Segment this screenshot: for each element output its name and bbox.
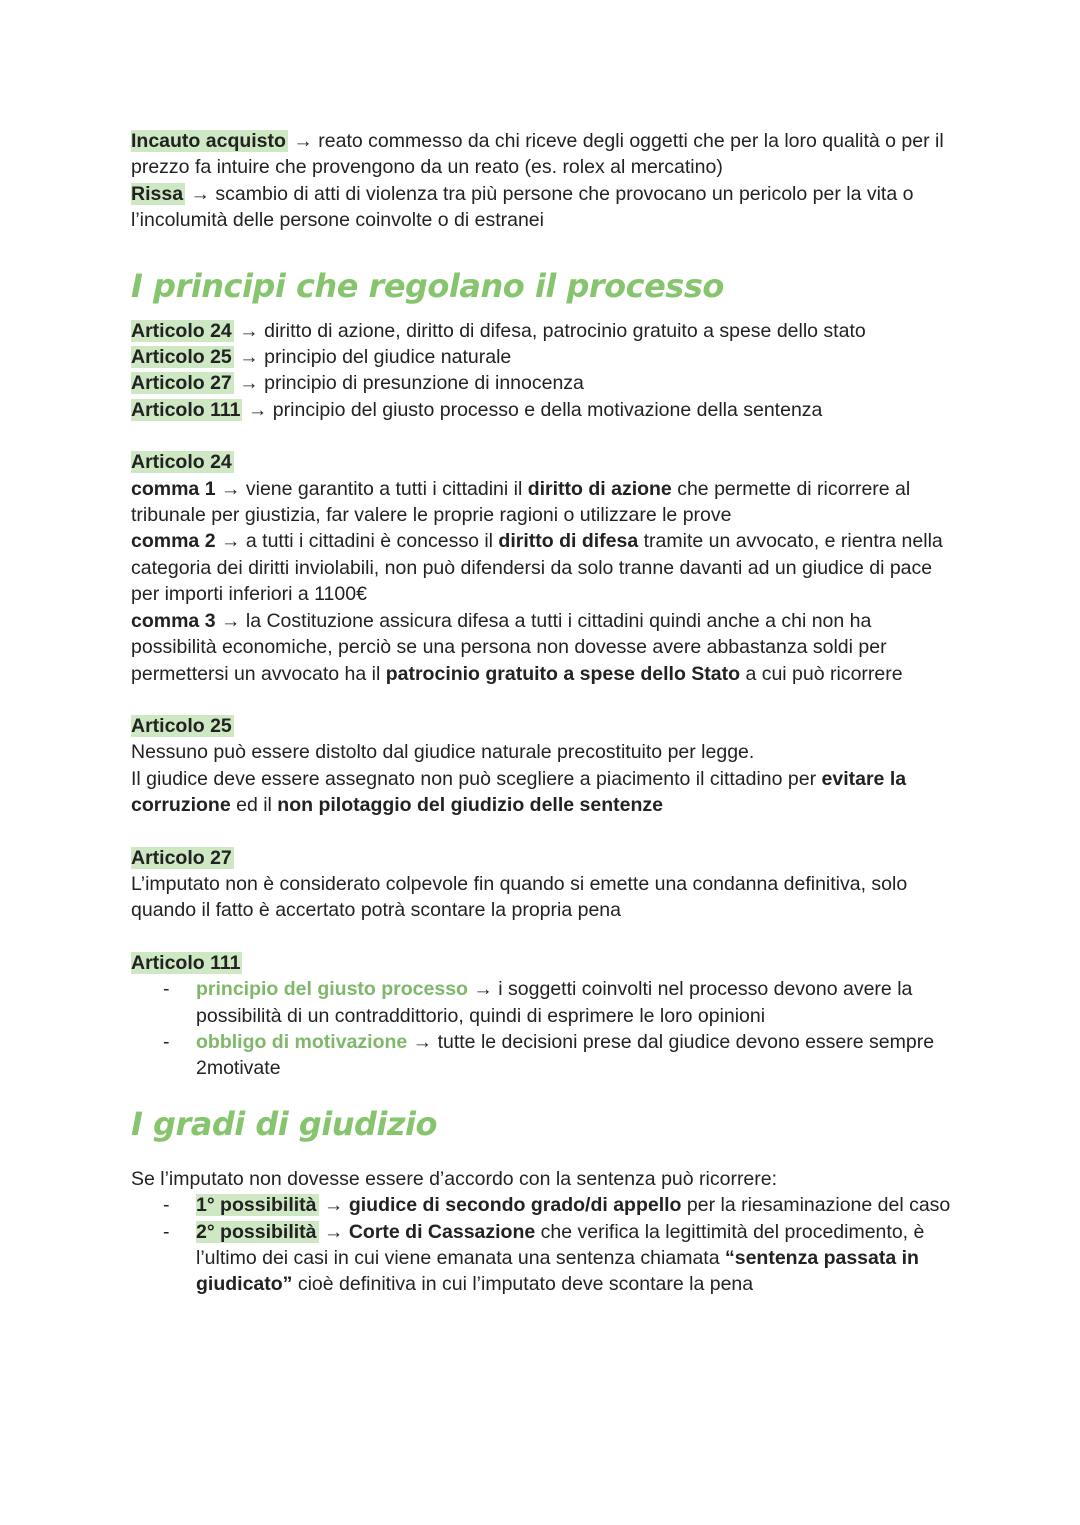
list-item bbox=[131, 1029, 961, 1082]
definition-text: → reato commesso da chi riceve degli oggetti che per la loro qualità o per il prezzo fa intuire che provengono da un reato (es. rolex al mercatino) bbox=[131, 130, 944, 179]
definition-text: → scambio di atti di violenza tra più persone che provocano un pericolo per la vita o l’incolumità delle persone coinvolte o di estranei bbox=[131, 182, 914, 232]
gradi-intro: Se l’imputato non dovesse essere d’accordo con la sentenza può ricorrere: bbox=[131, 1167, 778, 1190]
section-heading-principi: I principi che regolano il processo bbox=[131, 266, 724, 305]
comma-text: che permette di ricorrere al tribunale per giustizia, far valere le proprie ragioni o utilizzare le prove bbox=[131, 477, 911, 527]
line-text: Il giudice deve essere assegnato non può scegliere a piacimento il cittadino per bbox=[131, 767, 822, 790]
article-27-heading: Articolo 27 bbox=[131, 846, 232, 869]
article-label: Articolo 24 bbox=[131, 319, 232, 342]
article-25-line bbox=[131, 766, 961, 819]
green-term: principio del giusto processo bbox=[196, 978, 468, 1001]
summary-text: → principio del giusto processo e della motivazione della sentenza bbox=[242, 398, 823, 421]
gradi-list bbox=[131, 1192, 961, 1298]
line-bold: evitare la corruzione bbox=[131, 767, 907, 817]
line-bold: non pilotaggio del giudizio delle sentenze bbox=[277, 794, 663, 817]
article-27-block bbox=[131, 845, 961, 924]
article-25-line: Nessuno può essere distolto dal giudice naturale precostituito per legge. bbox=[131, 741, 755, 764]
comma-2 bbox=[131, 528, 961, 607]
summary-row bbox=[131, 397, 961, 423]
comma-label: comma 3 bbox=[131, 609, 216, 632]
arrow: → bbox=[318, 1220, 349, 1243]
item-text: cioè definitiva in cui l’imputato deve scontare la pena bbox=[292, 1273, 754, 1296]
item-text: che verifica la legittimità del procedimento, è l’ultimo dei casi in cui viene emanata una sentenza chiamata bbox=[196, 1220, 925, 1269]
term-highlight: Rissa bbox=[131, 182, 184, 205]
arrow: → bbox=[318, 1194, 349, 1217]
article-24-heading: Articolo 24 bbox=[131, 451, 232, 474]
possibility-label: 1° possibilità bbox=[196, 1194, 317, 1217]
comma-bold: diritto di azione bbox=[527, 477, 672, 500]
article-24-block bbox=[131, 449, 961, 687]
comma-label: comma 1 bbox=[131, 477, 216, 500]
article-label: Articolo 27 bbox=[131, 372, 232, 395]
comma-3 bbox=[131, 608, 961, 687]
list-item bbox=[131, 1219, 961, 1298]
comma-text: → viene garantito a tutti i cittadini il bbox=[215, 477, 528, 500]
article-label: Articolo 25 bbox=[131, 346, 232, 369]
article-111-block bbox=[131, 950, 961, 1082]
article-111-list bbox=[131, 976, 961, 1082]
article-label: Articolo 111 bbox=[131, 398, 241, 421]
article-25-heading: Articolo 25 bbox=[131, 714, 232, 737]
item-bold: giudice di secondo grado/di appello bbox=[348, 1194, 682, 1217]
comma-label: comma 2 bbox=[131, 530, 216, 553]
comma-text: a cui può ricorrere bbox=[740, 662, 903, 685]
possibility-label: 2° possibilità bbox=[196, 1220, 317, 1243]
term-highlight: Incauto acquisto bbox=[131, 130, 286, 152]
document-page bbox=[131, 128, 961, 1298]
green-term: obbligo di motivazione bbox=[196, 1030, 408, 1053]
gradi-block bbox=[131, 1166, 961, 1298]
summary-row bbox=[131, 344, 961, 370]
item-text: → i soggetti coinvolti nel processo devono avere la possibilità di un contraddittorio, quindi di esprimere le loro opinioni bbox=[196, 978, 913, 1027]
item-text: → tutte le decisioni prese dal giudice devono essere sempre 2motivate bbox=[196, 1030, 935, 1080]
comma-1 bbox=[131, 476, 961, 529]
summary-text: → principio del giudice naturale bbox=[233, 346, 512, 369]
articles-summary bbox=[131, 318, 961, 424]
definition-rissa bbox=[131, 181, 961, 234]
item-text: per la riesaminazione del caso bbox=[681, 1194, 951, 1217]
summary-row bbox=[131, 370, 961, 396]
comma-text: tramite un avvocato, e rientra nella categoria dei diritti inviolabili, non può difendersi da solo tranne davanti ad un giudice di pace per importi inferiori a 1100€ bbox=[131, 530, 943, 606]
summary-text: → principio di presunzione di innocenza bbox=[233, 372, 584, 395]
definition-incauto-acquisto bbox=[131, 128, 961, 181]
comma-text: → la Costituzione assicura difesa a tutti i cittadini quindi anche a chi non ha possibilità economiche, perciò se una persona non dovesse avere abbastanza soldi per permettersi un avvocato ha il bbox=[131, 609, 887, 685]
comma-bold: diritto di difesa bbox=[498, 530, 639, 553]
summary-text: → diritto di azione, diritto di difesa, patrocinio gratuito a spese dello stato bbox=[233, 319, 866, 342]
section-heading-gradi: I gradi di giudizio bbox=[131, 1104, 437, 1143]
list-item bbox=[131, 976, 961, 1029]
comma-text: → a tutti i cittadini è concesso il bbox=[215, 530, 499, 553]
list-item bbox=[131, 1192, 961, 1218]
line-text: ed il bbox=[230, 794, 278, 817]
article-111-heading: Articolo 111 bbox=[131, 951, 241, 974]
summary-row bbox=[131, 318, 961, 344]
comma-bold: patrocinio gratuito a spese dello Stato bbox=[385, 662, 741, 685]
article-27-text: L’imputato non è considerato colpevole fin quando si emette una condanna definitiva, solo quando il fatto è accertato potrà scontare la propria pena bbox=[131, 872, 908, 922]
item-quote: “sentenza passata in giudicato” bbox=[196, 1247, 919, 1296]
item-bold: Corte di Cassazione bbox=[348, 1220, 536, 1243]
article-25-block bbox=[131, 713, 961, 819]
